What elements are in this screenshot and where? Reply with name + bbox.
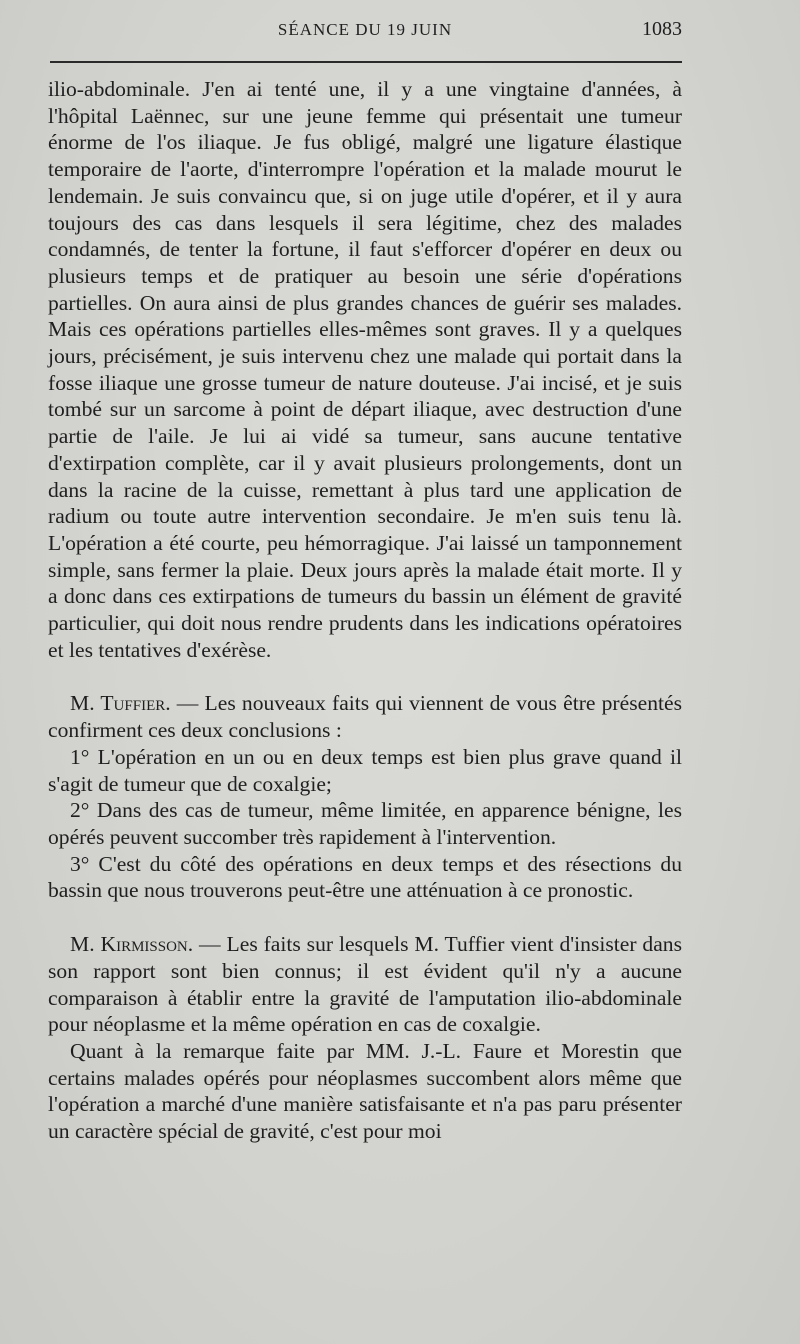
page-header [48, 18, 682, 44]
running-head: SÉANCE DU 19 JUIN [277, 20, 453, 39]
paragraph-continuation [48, 76, 682, 663]
paragraph-text: 2° Dans des cas de tumeur, même limitée, en apparence bénigne, les opérés peuvent succomber très rapidement à l'intervention. [48, 798, 682, 849]
header-rule [50, 61, 682, 63]
paragraph-remarque [48, 1038, 682, 1145]
conclusion-3 [48, 851, 682, 904]
paragraph-text: 3° C'est du côté des opérations en deux temps et des résections du bassin que nous trouverons peut-être une atténuation à ce pronostic. [48, 851, 682, 903]
paragraph-gap [48, 663, 682, 690]
conclusion-1 [48, 744, 682, 797]
paragraph-kirmisson [48, 931, 682, 1038]
paragraph-tuffier [48, 690, 682, 743]
paragraph-text: ilio-abdominale. J'en ai tenté une, il y a une vingtaine d'années, à l'hôpital Laënnec, sur une jeune femme qui présentait une tumeur énorme de l'os iliaque. Je fus obligé, malgré une ligature élastique temporaire de l'aorte, d'interrompre l'opération et la malade mourut le lendemain. Je suis convaincu que, si on juge utile d'opérer, et il y aura toujours des cas dans lesquels il sera légitime, chez des malades condamnés, de tenter la fortune, il faut s'efforcer d'opérer en deux ou plusieurs temps et de pratiquer au besoin une série d'opérations partielles. On aura ainsi de plus grandes chances de guérir ses malades. Mais ces opérations partielles elles-mêmes sont graves. Il y a quelques jours, précisément, je suis intervenu chez une malade qui portait dans la fosse iliaque une grosse tumeur de nature douteuse. J'ai incisé, et je suis tombé sur un sarcome à point de départ iliaque, avec destruction d'une partie de l'aile. Je lui ai vidé sa tumeur, sans aucune tentative d'extirpation complète, car il y avait plusieurs prolongements, dont un dans la racine de la cuisse, remettant à plus tard une application de radium ou toute autre intervention secondaire. Je m'en suis tenu là. L'opération a été courte, peu hémorragique. J'ai laissé un tamponnement simple, sans fermer la plaie. Deux jours après la malade était morte. Il y a donc dans ces extirpations de tumeurs du bassin un élément de gravité particulier, qui doit nous rendre prudents dans les indications opératoires et les tentatives d'exérèse. [48, 77, 682, 662]
paragraph-gap [48, 904, 682, 931]
paragraph-text: Quant à la remarque faite par MM. J.-L. Faure et Morestin que certains malades opérés pour néoplasmes succombent alors même que l'opération a marché d'une manière satisfaisante et n'a pas paru présenter un caractère spécial de gravité, c'est pour moi [48, 1038, 682, 1144]
speaker-name: M. Tuffier. [70, 691, 171, 716]
paragraph-text: — Les nouveaux faits qui viennent de vous être présentés confirment ces deux conclusions : [48, 691, 682, 743]
page-number: 1083 [642, 18, 682, 40]
speaker-name: M. Kirmisson. [70, 932, 194, 957]
paragraph-text: — Les faits sur lesquels M. Tuffier vient d'insister dans son rapport sont bien connus; il est évident qu'il n'y a aucune comparaison à établir entre la gravité de l'amputation ilio-abdominale pour néoplasme et la même opération en cas de coxalgie. [48, 932, 682, 1037]
body-text [48, 76, 682, 1145]
conclusion-2 [48, 797, 682, 850]
paragraph-text: 1° L'opération en un ou en deux temps est bien plus grave quand il s'agit de tumeur que de coxalgie; [48, 744, 682, 796]
